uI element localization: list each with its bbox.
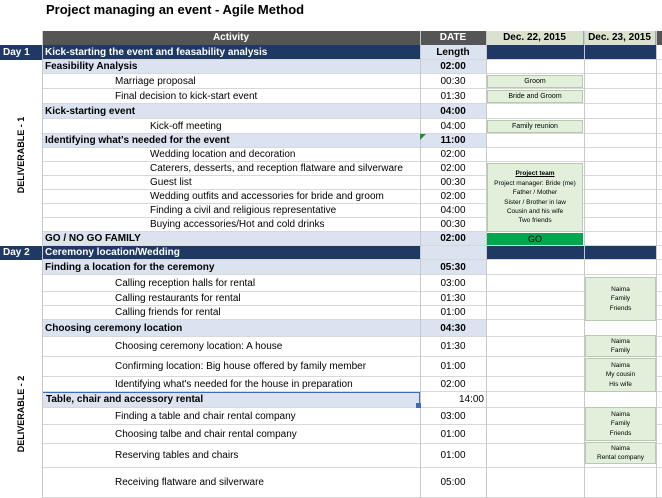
row-date[interactable]: 01:00 [440,450,466,461]
row-activity[interactable]: Caterers, desserts, and reception flatware and silverware [150,163,403,174]
note-line: Rental company [597,454,644,461]
project-team-line: Sister / Brother in law [504,198,566,206]
row-activity[interactable]: Choosing talbe and chair rental company [115,428,297,440]
row-activity[interactable]: Finding a civil and religious representative [150,205,337,216]
day-col-1 [486,246,584,260]
row-activity[interactable]: Calling friends for rental [115,307,221,318]
day1-note: Bride and Groom [487,90,583,103]
row-date[interactable]: 02:00 [440,378,466,390]
row-date[interactable]: 03:00 [440,277,466,289]
row-activity[interactable]: Final decision to kick-start event [115,90,258,102]
row-activity[interactable]: GO / NO GO FAMILY [42,232,420,246]
day1-note: Family reunion [487,120,583,133]
note-line: Family [610,295,631,303]
row-activity[interactable]: Marriage proposal [115,75,196,87]
row-activity[interactable]: Wedding location and decoration [150,149,296,160]
note-line: His wife [609,380,632,388]
selection-handle[interactable] [416,403,421,408]
row-date[interactable]: 01:00 [440,307,466,318]
day2-note [585,407,656,441]
note-line: Friends [609,304,632,312]
day-label: Day 1 [0,45,42,60]
note-line: Naima [611,285,630,293]
note-line: Naima [611,337,630,345]
header-date[interactable]: DATE [420,31,486,45]
row-date[interactable]: 04:00 [420,104,486,119]
project-team-line: Father / Mother [512,189,558,197]
note-line: Family [610,420,631,428]
row-date[interactable]: 01:00 [440,428,466,440]
row-date[interactable]: Length [420,45,486,60]
row-activity[interactable]: Identifying what's needed for the house in preparation [115,378,353,390]
day-col-1 [486,45,584,60]
row-date[interactable]: 02:00 [440,149,466,160]
deliverable-1-label: DELIVERABLE - 1 [16,116,26,194]
project-team-line: Cousin and his wife [506,207,564,215]
deliverable-2-label: DELIVERABLE - 2 [16,375,26,453]
project-team-title: Project team [515,170,555,178]
row-activity[interactable]: Choosing ceremony location [42,320,420,337]
note-line: My cousin [605,371,636,379]
day-col-2 [584,45,656,60]
row-activity[interactable]: Kick-off meeting [150,120,222,132]
column-divider [42,31,43,498]
day1-note: Groom [487,75,583,88]
day2-note [585,442,656,464]
sheet-title: Project managing an event - Agile Method [46,1,305,17]
note-line: Naima [611,444,630,452]
header-day-2[interactable]: Dec. 23, 2015 [584,31,656,45]
row-activity[interactable]: Buying accessories/Hot and cold drinks [150,219,325,230]
row-date[interactable]: 04:00 [440,205,466,216]
day-label: Day 2 [0,246,42,260]
row-date[interactable]: 01:30 [440,90,466,102]
row-date[interactable]: 02:00 [420,232,486,246]
header-day-1[interactable]: Dec. 22, 2015 [486,31,584,45]
project-team-note [487,163,583,232]
column-divider [656,31,657,498]
note-line: Friends [609,429,632,437]
row-date[interactable] [420,246,486,260]
row-date[interactable]: 01:30 [440,293,466,304]
row-date[interactable]: 05:30 [420,260,486,275]
comment-indicator-icon [420,134,426,140]
row-activity[interactable]: Table, chair and accessory rental [42,392,420,408]
day2-note [585,335,656,357]
row-activity[interactable]: Ceremony location/Wedding [42,246,420,260]
day2-note [585,358,656,392]
column-divider [420,31,421,498]
row-activity[interactable]: Reserving tables and chairs [115,450,239,461]
row-date[interactable]: 00:30 [440,177,466,188]
row-date[interactable]: 02:00 [440,163,466,174]
row-activity[interactable]: Wedding outfits and accessories for bride and groom [150,191,384,202]
row-activity[interactable]: Finding a location for the ceremony [42,260,420,275]
row-activity[interactable]: Identifying what's needed for the event [42,134,420,148]
note-line: Family [610,347,631,354]
row-date[interactable]: 00:30 [440,219,466,230]
row-activity[interactable]: Kick-starting the event and feasability analysis [42,45,420,60]
row-activity[interactable]: Feasibility Analysis [42,60,420,74]
day-col-2 [584,246,656,260]
row-activity[interactable]: Guest list [150,177,192,188]
row-date[interactable]: 00:30 [440,75,466,87]
row-activity[interactable]: Finding a table and chair rental company [115,410,296,422]
row-date[interactable]: 04:30 [420,320,486,337]
column-divider [486,31,487,498]
row-activity[interactable]: Choosing ceremony location: A house [115,341,283,352]
project-team-line: Project manager: Bride (me) [494,179,576,187]
row-date[interactable]: 02:00 [420,60,486,74]
day2-note [585,277,656,321]
row-activity[interactable]: Kick-starting event [42,104,420,119]
row-date[interactable]: 05:00 [440,477,466,488]
row-activity[interactable]: Calling restaurants for rental [115,293,241,304]
row-activity[interactable]: Receiving flatware and silverware [115,477,264,488]
row-date[interactable]: 01:00 [440,361,466,372]
note-line: Naima [611,410,630,418]
header-activity[interactable]: Activity [42,31,420,45]
row-activity[interactable]: Confirming location: Big house offered by family member [115,361,367,372]
row-date[interactable]: 01:30 [440,341,466,352]
note-line: Naima [611,361,630,369]
row-date[interactable]: 11:00 [420,134,486,148]
project-team-line: Two friends [518,217,552,225]
row-date[interactable]: 02:00 [440,191,466,202]
go-status: GO [487,233,583,245]
row-date[interactable]: 14:00 [420,392,486,408]
row-date[interactable]: 03:00 [440,410,466,422]
row-date[interactable]: 04:00 [440,120,466,132]
row-activity[interactable]: Calling reception halls for rental [115,277,256,289]
